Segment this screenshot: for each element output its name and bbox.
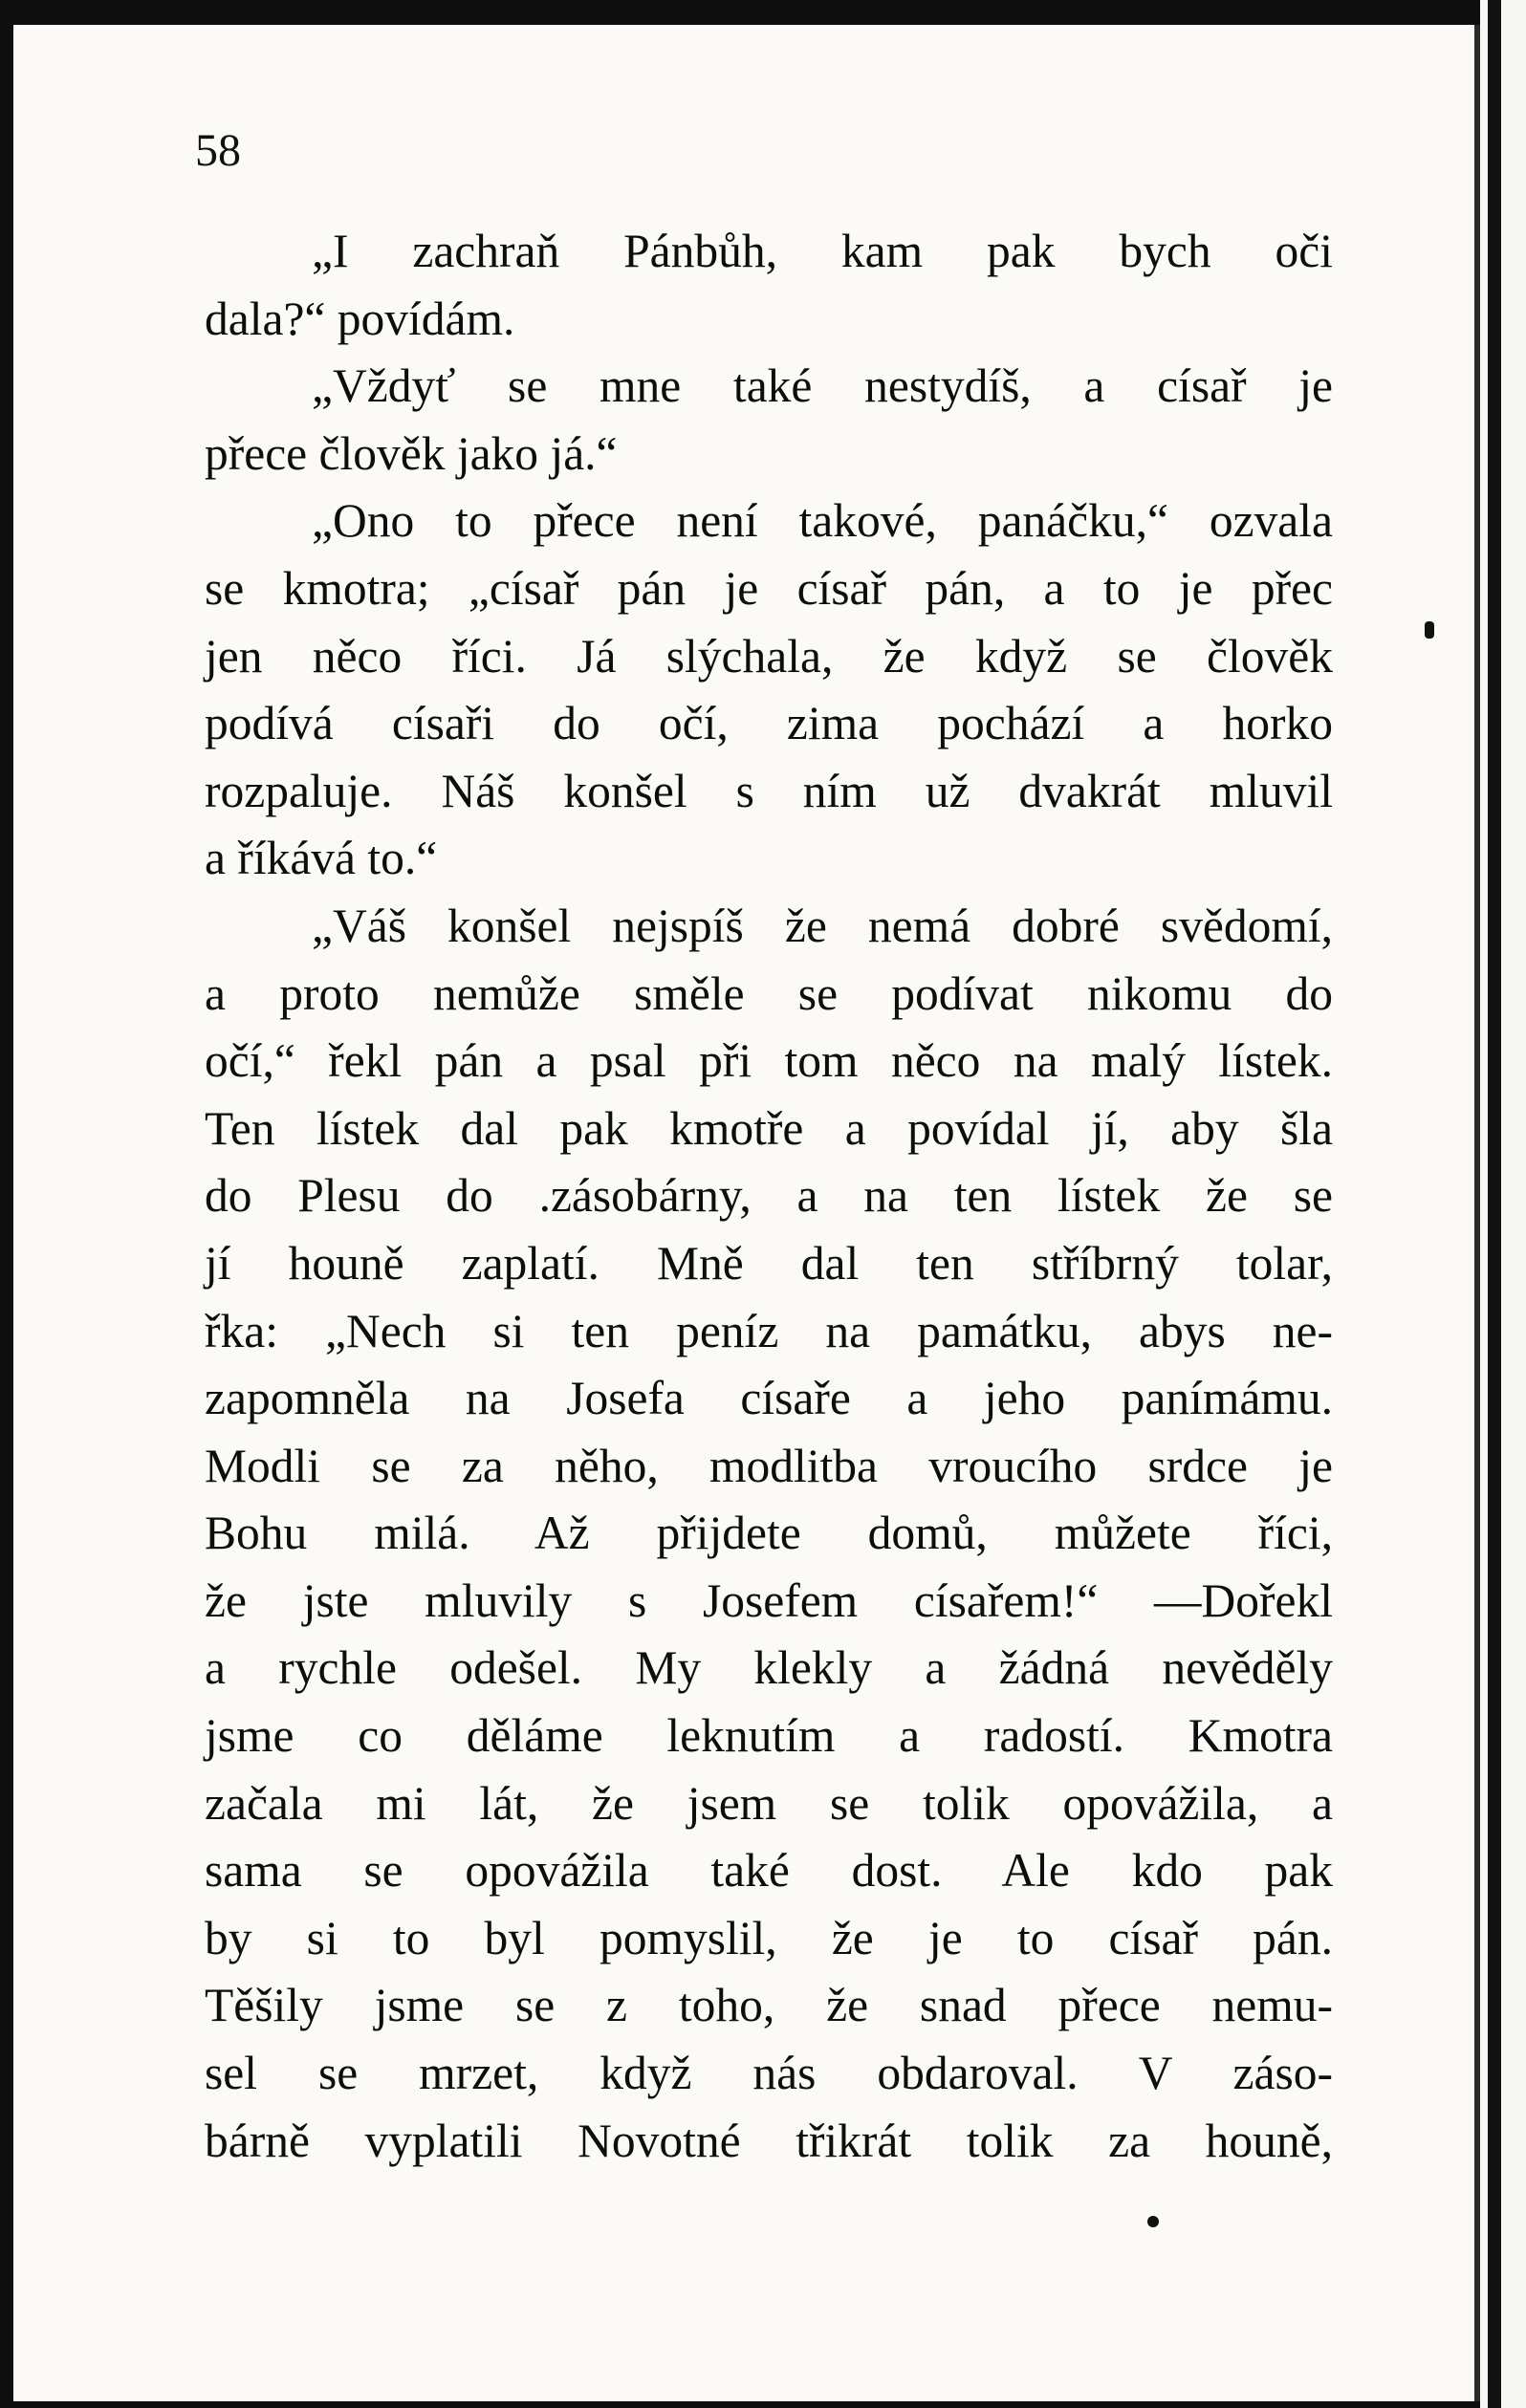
text-line: „Ono to přece není takové, panáčku,“ ozvala [312, 494, 1333, 548]
text-line: a proto nemůže směle se podívat nikomu do [205, 966, 1333, 1020]
text-line: začala mi lát, že jsem se tolik opovážila, a [205, 1776, 1333, 1830]
text-line: „Vždyť se mne také nestydíš, a císař je [312, 359, 1333, 413]
ink-speck [1425, 621, 1434, 639]
text-line: řka: „Nech si ten peníz na památku, abys ne- [205, 1304, 1333, 1357]
text-line: že jste mluvily s Josefem císařem!“ —Dořekl [205, 1573, 1333, 1627]
body-text [205, 218, 1333, 2175]
text-line: a rychle odešel. My klekly a žádná nevěděly [205, 1641, 1333, 1695]
text-line: podívá císaři do očí, zima pochází a horko [205, 697, 1333, 750]
text-line: jí houně zaplatí. Mně dal ten stříbrný tolar, [205, 1236, 1333, 1290]
binding-shadow [1488, 0, 1501, 2408]
text-line: rozpaluje. Náš konšel s ním už dvakrát mluvil [205, 764, 1333, 817]
text-line: do Plesu do .zásobárny, a na ten lístek že se [205, 1169, 1333, 1223]
text-line: Bohu milá. Až přijdete domů, můžete říci, [205, 1507, 1333, 1560]
ink-speck [1147, 2216, 1159, 2227]
text-line: jsme co děláme leknutím a radostí. Kmotra [205, 1709, 1333, 1763]
text-line: „I zachraň Pánbůh, kam pak bych oči [312, 225, 1333, 277]
text-line: sel se mrzet, když nás obdaroval. V záso- [205, 2047, 1333, 2100]
text-line: „Váš konšel nejspíš že nemá dobré svědomí, [312, 899, 1333, 952]
text-line: sama se opovážila také dost. Ale kdo pak [205, 1844, 1333, 1898]
text-line: přece člověk jako já.“ [205, 426, 618, 480]
text-line: a říkává to.“ [205, 832, 438, 885]
text-line: dala?“ povídám. [205, 292, 515, 345]
text-line: by si to byl pomyslil, že je to císař pán. [205, 1911, 1333, 1964]
page-number: 58 [195, 125, 241, 176]
text-line: Těšily jsme se z toho, že snad přece nemu- [205, 1979, 1333, 2032]
text-line: bárně vyplatili Novotné třikrát tolik za houně, [205, 2114, 1333, 2167]
text-line: Ten lístek dal pak kmotře a povídal jí, aby šla [205, 1101, 1333, 1155]
text-line: jen něco říci. Já slýchala, že když se člověk [205, 629, 1333, 683]
adjacent-page-edge [1480, 0, 1526, 2408]
text-line: Modli se za něho, modlitba vroucího srdce je [205, 1439, 1333, 1492]
text-line: se kmotra; „císař pán je císař pán, a to je přec [205, 561, 1333, 615]
text-line: zapomněla na Josefa císaře a jeho panímámu. [205, 1372, 1333, 1425]
text-line: očí,“ řekl pán a psal při tom něco na malý lístek. [205, 1034, 1333, 1088]
